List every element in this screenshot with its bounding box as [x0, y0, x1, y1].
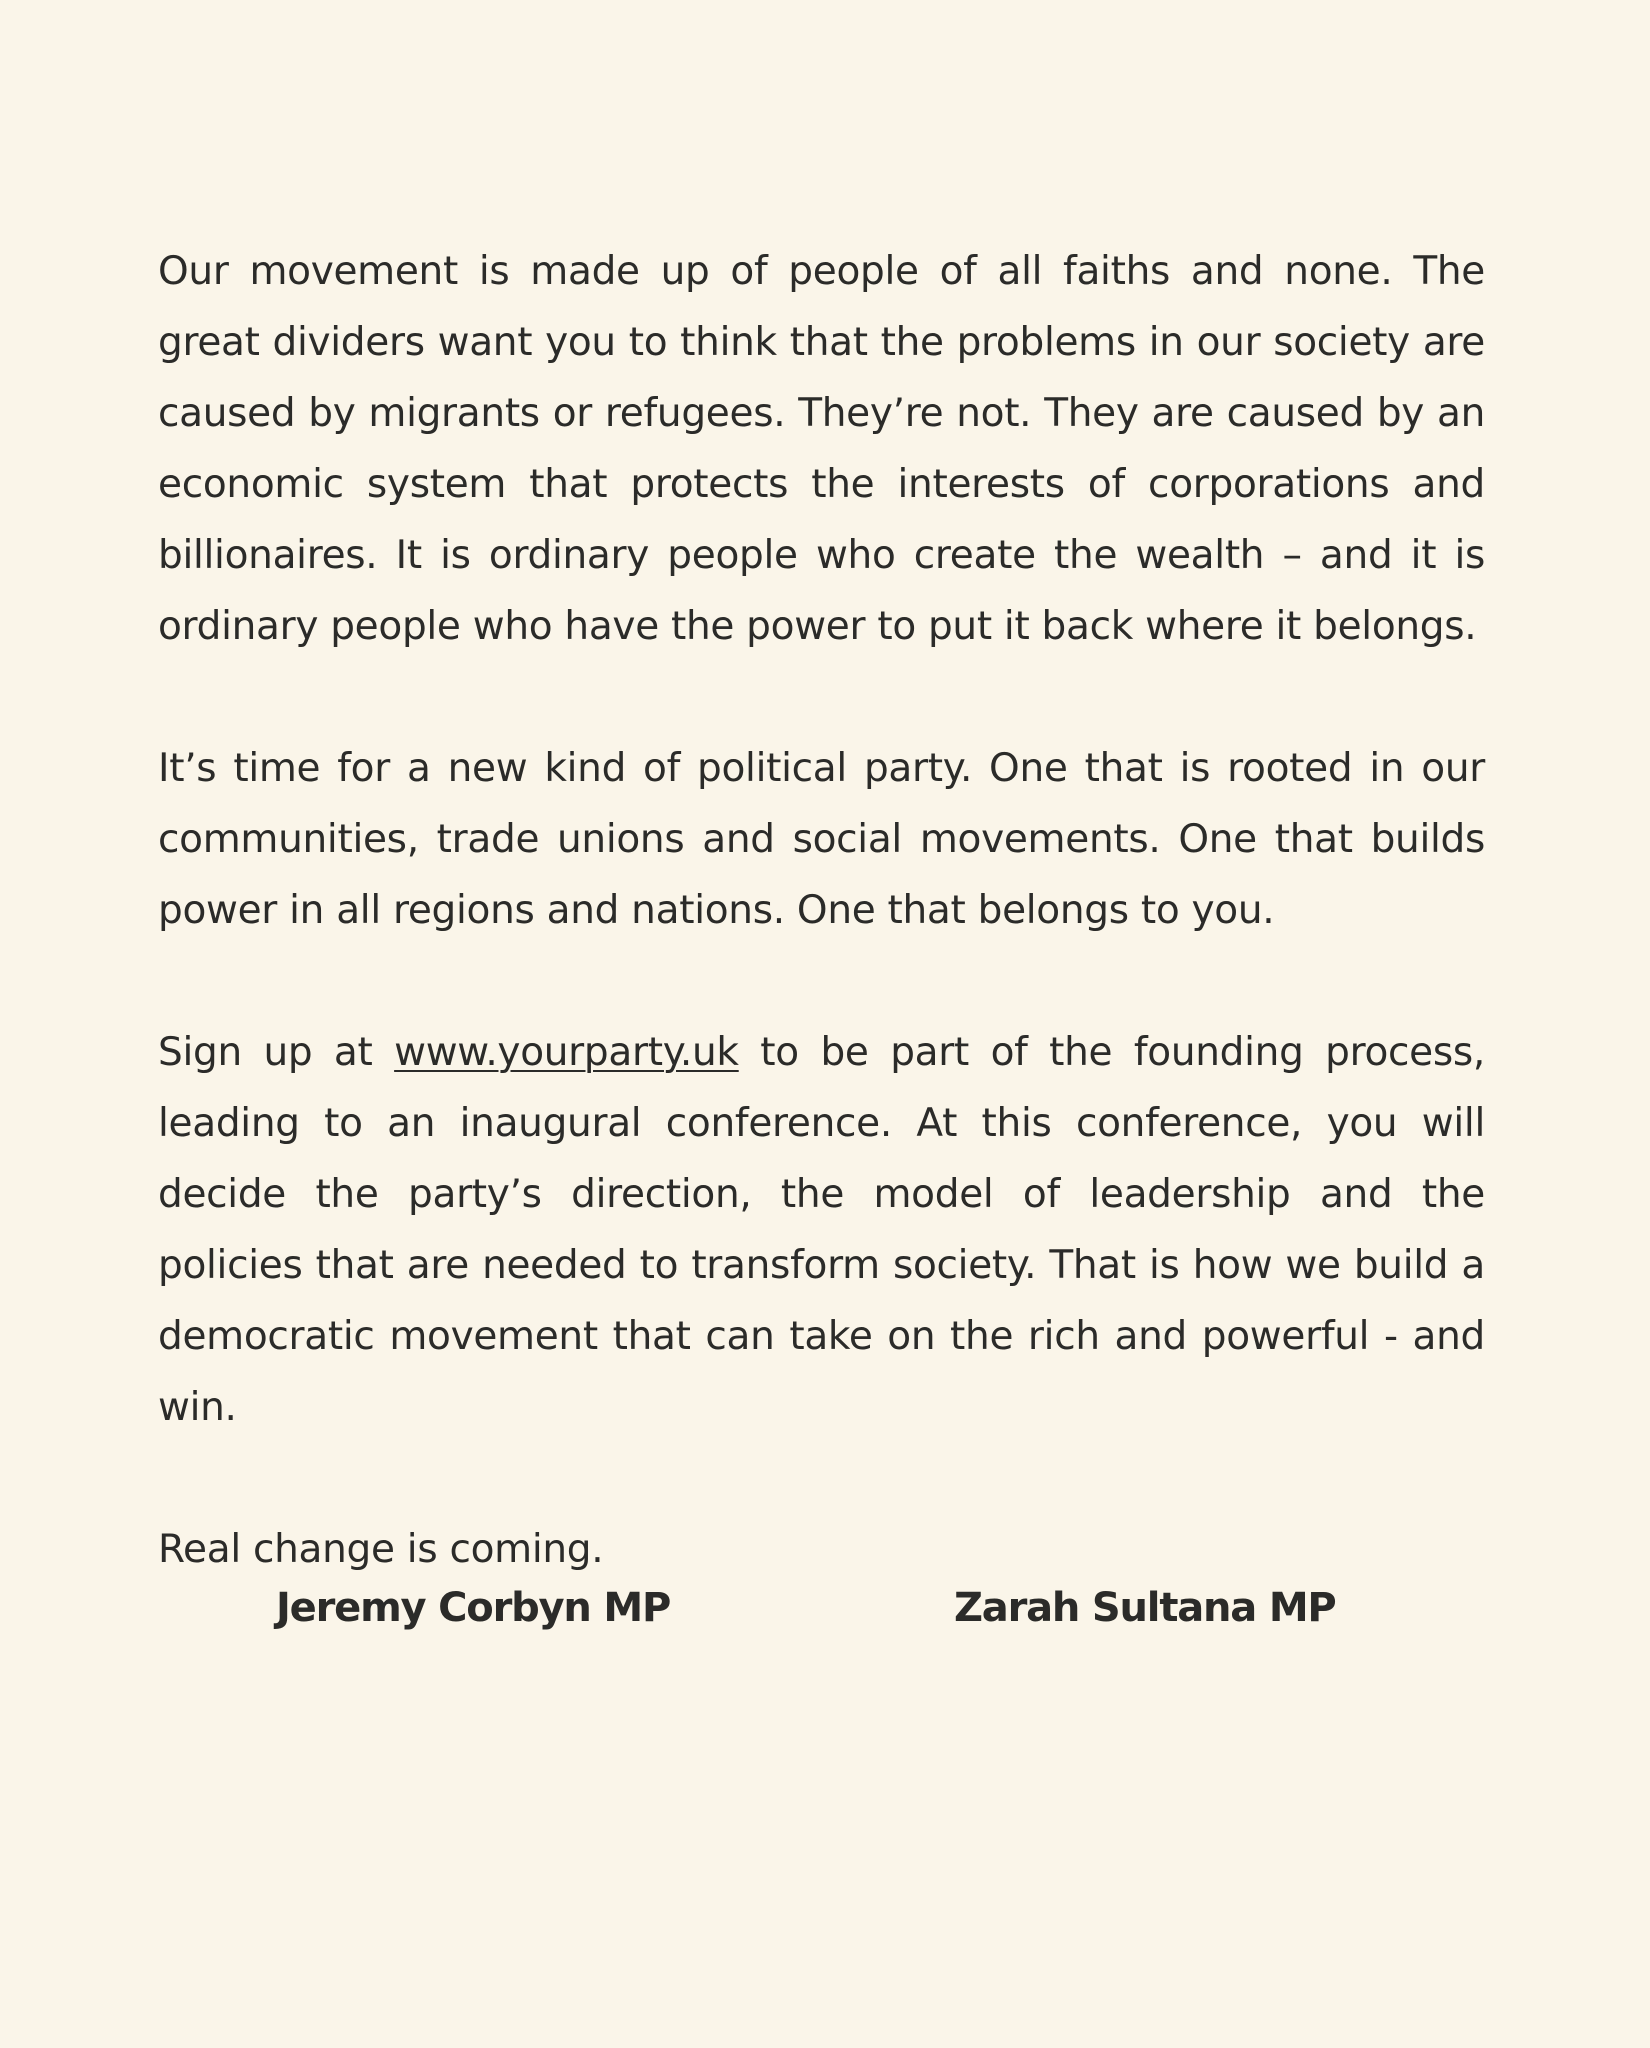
paragraph-new-party: It’s time for a new kind of political party. One that is rooted in our communities, trade unions and social movements. One that builds power in all regions and nations. One that belongs to you. [158, 746, 1485, 933]
paragraph-spacer [158, 662, 1485, 733]
paragraph-sign-up [158, 1017, 1485, 1443]
signature-zarah-sultana: Zarah Sultana MP [954, 1585, 1336, 1631]
sign-up-intro-text: Sign up at [158, 1030, 395, 1075]
closing-line: Real change is coming. [158, 1527, 604, 1572]
signature-jeremy-corbyn: Jeremy Corbyn MP [276, 1585, 671, 1631]
paragraph-movement: Our movement is made up of people of all faiths and none. The great dividers want you to think that the problems in our society are caused by migrants or refugees. They’re not. They are caused by an economic system that protects the interests of corporations and billionaires. It is ordinary people who create the wealth – and it is ordinary people who have the power to put it back where it belongs. [158, 249, 1485, 649]
signatures [0, 1585, 1650, 1645]
letter-body [158, 236, 1485, 1585]
yourparty-link[interactable]: www.yourparty.uk [394, 1030, 739, 1075]
paragraph-spacer [158, 1443, 1485, 1514]
sign-up-body-text: to be part of the founding process, leading to an inaugural conference. At this conference, you will decide the party’s direction, the model of leadership and the policies that are needed to transform society. That is how we build a democratic movement that can take on the rich and powerful - and win. [158, 1030, 1485, 1430]
paragraph-spacer [158, 946, 1485, 1017]
